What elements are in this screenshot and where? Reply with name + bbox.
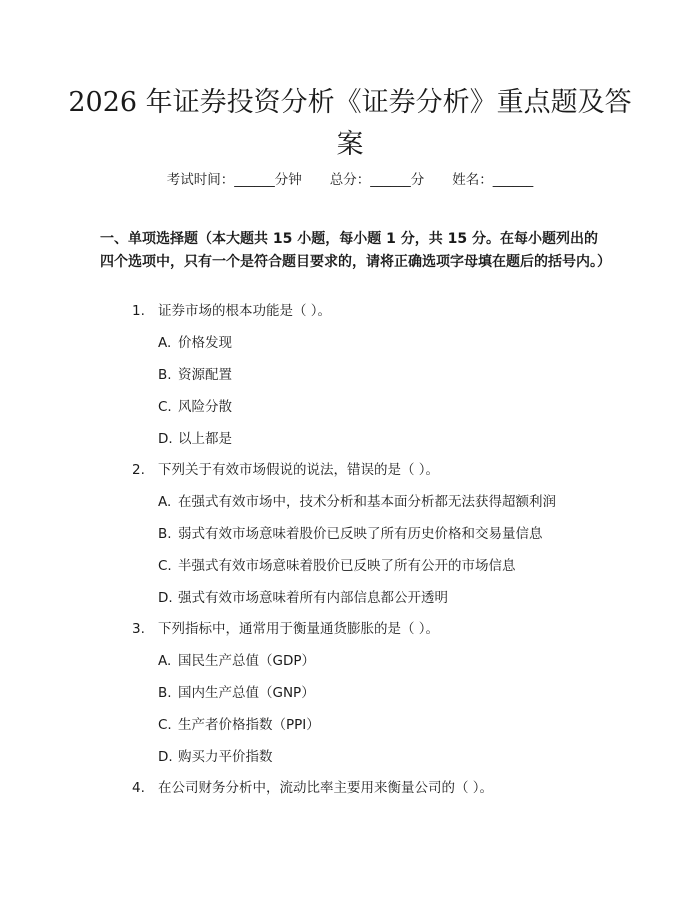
option-letter: A. [158, 335, 172, 351]
question-4 [132, 778, 660, 798]
option-text: 购买力平价指数 [178, 749, 273, 765]
option-text: 价格发现 [178, 335, 232, 351]
question-2 [132, 460, 660, 480]
document-title: 2026 年证券投资分析《证券分析》重点题及答案 [68, 87, 632, 160]
option-2c [158, 556, 660, 576]
option-3a [158, 651, 660, 671]
option-3d [158, 747, 660, 767]
name-label: 姓名：______ [452, 172, 534, 188]
question-number: 1. [132, 303, 145, 319]
option-letter: D. [158, 590, 173, 606]
option-text: 生产者价格指数（PPI） [178, 717, 320, 733]
question-text: 在公司财务分析中，流动比率主要用来衡量公司的（ ）。 [158, 780, 494, 796]
option-2d [158, 588, 660, 608]
option-1c [158, 397, 660, 417]
option-letter: B. [158, 367, 172, 383]
option-3b [158, 683, 660, 703]
option-letter: C. [158, 399, 172, 415]
exam-meta-line [0, 168, 700, 188]
option-text: 国内生产总值（GNP） [178, 685, 315, 701]
option-1d [158, 429, 660, 449]
section-heading: 一、单项选择题（本大题共 15 小题，每小题 1 分，共 15 分。在每小题列出的四个选项中，只有一个是符合题目要求的，请将正确选项字母填在题后的括号内。） [100, 231, 611, 270]
option-letter: D. [158, 431, 173, 447]
question-number: 3. [132, 621, 145, 637]
total-score-label: 总分：______分 [329, 172, 425, 188]
option-text: 弱式有效市场意味着股价已反映了所有历史价格和交易量信息 [178, 526, 543, 542]
question-text: 下列关于有效市场假说的说法，错误的是（ ）。 [158, 462, 440, 478]
option-letter: B. [158, 526, 172, 542]
question-number: 2. [132, 462, 145, 478]
exam-time-label: 考试时间：______分钟 [166, 172, 302, 188]
option-2b [158, 524, 660, 544]
option-letter: B. [158, 685, 172, 701]
option-text: 风险分散 [178, 399, 232, 415]
option-text: 以上都是 [178, 431, 232, 447]
option-letter: C. [158, 558, 172, 574]
question-number: 4. [132, 780, 145, 796]
option-text: 半强式有效市场意味着股价已反映了所有公开的市场信息 [178, 558, 516, 574]
option-letter: A. [158, 653, 172, 669]
question-text: 下列指标中，通常用于衡量通货膨胀的是（ ）。 [158, 621, 440, 637]
option-letter: A. [158, 494, 172, 510]
option-1a [158, 333, 660, 353]
option-1b [158, 365, 660, 385]
option-text: 国民生产总值（GDP） [178, 653, 315, 669]
question-1 [132, 301, 660, 321]
option-text: 资源配置 [178, 367, 232, 383]
question-3 [132, 619, 660, 639]
option-text: 强式有效市场意味着所有内部信息都公开透明 [178, 590, 448, 606]
option-2a [158, 492, 660, 512]
option-letter: D. [158, 749, 173, 765]
question-text: 证券市场的根本功能是（ ）。 [158, 303, 332, 319]
option-3c [158, 715, 660, 735]
option-letter: C. [158, 717, 172, 733]
option-text: 在强式有效市场中，技术分析和基本面分析都无法获得超额利润 [178, 494, 556, 510]
